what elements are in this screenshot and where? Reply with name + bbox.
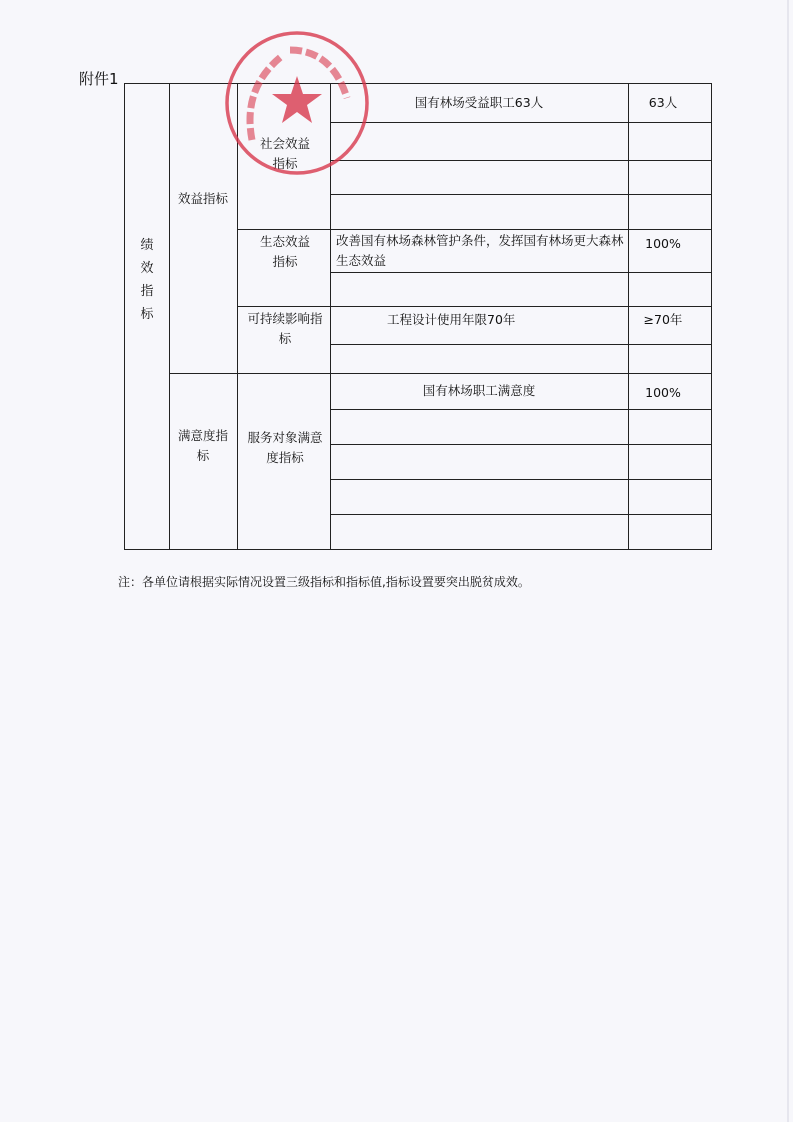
row-line	[330, 444, 711, 445]
attachment-label: 附件1	[79, 70, 119, 88]
row-line	[330, 194, 711, 195]
indicator-cell: 国有林场受益职工63人	[414, 95, 544, 110]
indicator-cell: 国有林场职工满意度	[422, 383, 536, 398]
benefit-indicator-label: 效益指标	[177, 191, 228, 206]
row-line	[330, 344, 711, 345]
row-line	[237, 306, 711, 307]
satisfaction-indicator-label: 满意度指标	[177, 428, 228, 463]
level1-label: 绩效指标	[140, 238, 154, 322]
row-line	[237, 229, 711, 230]
indicator-cell: 改善国有林场森林管护条件，发挥国有林场更大森林生态效益	[336, 233, 624, 268]
value-cell: 100%	[645, 236, 681, 251]
col-divider-2	[237, 84, 238, 549]
row-line	[330, 122, 711, 123]
service-satisfaction-label: 服务对象满意度指标	[247, 430, 323, 465]
ecological-benefit-label: 生态效益指标	[259, 234, 310, 269]
footnote: 注：各单位请根据实际情况设置三级指标和指标值,指标设置要突出脱贫成效。	[118, 575, 530, 589]
sustainable-impact-label: 可持续影响指标	[247, 311, 323, 346]
scan-edge	[787, 0, 789, 1122]
social-benefit-label: 社会效益指标	[259, 136, 310, 171]
row-line	[330, 479, 711, 480]
value-cell: 100%	[645, 385, 681, 400]
value-cell: ≥70年	[643, 312, 683, 327]
col-divider-1	[169, 84, 170, 549]
row-line	[330, 272, 711, 273]
row-line	[330, 514, 711, 515]
indicator-cell: 工程设计使用年限70年	[387, 312, 516, 327]
value-cell: 63人	[648, 95, 678, 110]
row-line	[169, 373, 711, 374]
row-line	[330, 160, 711, 161]
row-line	[330, 409, 711, 410]
performance-indicator-table	[124, 83, 712, 550]
